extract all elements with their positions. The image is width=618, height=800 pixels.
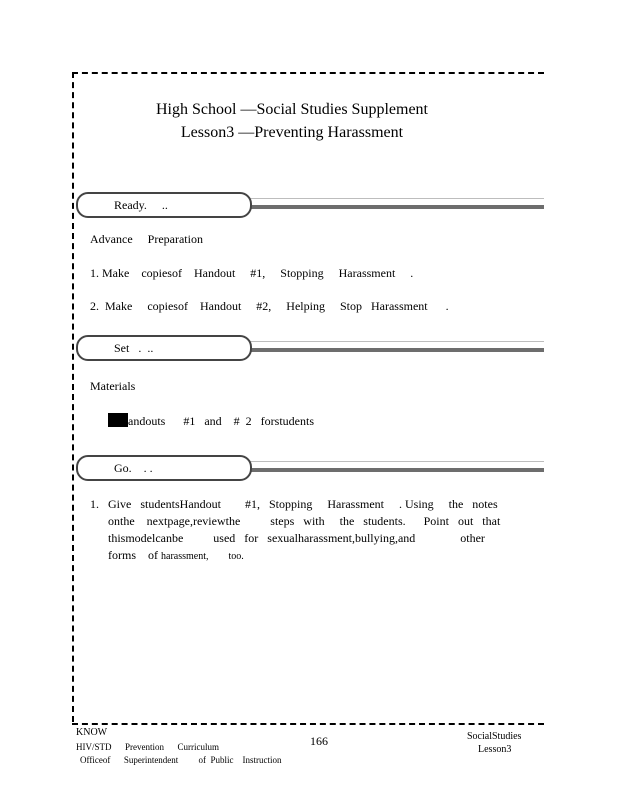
- page-border-top: [72, 72, 544, 74]
- page-border-left: [72, 72, 74, 722]
- section-set: [76, 333, 544, 363]
- step-line-4-end: harassment, too.: [161, 551, 244, 562]
- page-number: 166: [310, 734, 328, 748]
- page-border-bottom: [72, 723, 544, 725]
- footer-lesson: Lesson3: [478, 744, 512, 755]
- set-label: Set . ..: [76, 335, 252, 361]
- materials-item: [108, 413, 314, 429]
- footer-office: Officeof Superintendent of Public Instruction: [80, 755, 282, 765]
- step-line-4-start: forms of: [108, 548, 161, 562]
- section-rule-thin: [206, 198, 544, 199]
- footer-know: KNOW: [76, 727, 108, 738]
- page-title: High School —Social Studies Supplement: [156, 101, 428, 118]
- section-rule-thin: [206, 461, 544, 462]
- step-line-1: Give studentsHandout #1, Stopping Harassment . Using the notes: [108, 497, 498, 511]
- redaction-block: [108, 413, 128, 427]
- step-number: 1.: [90, 497, 99, 511]
- step-line-3: thismodelcanbe used for sexualharassment,bullying,and other: [108, 531, 485, 545]
- section-rule: [206, 348, 544, 352]
- footer-curriculum: HIV/STD Prevention Curriculum: [76, 742, 219, 752]
- advance-preparation-heading: Advance Preparation: [90, 232, 203, 246]
- prep-item-1: 1. Make copiesof Handout #1, Stopping Harassment .: [90, 266, 414, 280]
- section-rule: [206, 468, 544, 472]
- footer-subject: SocialStudies: [467, 731, 522, 742]
- section-ready: [76, 190, 544, 220]
- materials-heading: Materials: [90, 379, 136, 393]
- ready-label: Ready. ..: [76, 192, 252, 218]
- prep-item-2: 2. Make copiesof Handout #2, Helping Stop Harassment .: [90, 299, 449, 313]
- section-go: [76, 453, 544, 483]
- section-rule: [206, 205, 544, 209]
- materials-item-text: andouts #1 and # 2 forstudents: [128, 414, 314, 428]
- step-line-2: onthe nextpage,reviewthe steps with the students. Point out that: [108, 514, 501, 528]
- section-rule-thin: [206, 341, 544, 342]
- lesson-title: Lesson3 —Preventing Harassment: [180, 124, 404, 141]
- go-label: Go. . .: [76, 455, 252, 481]
- step-line-4: [108, 548, 244, 563]
